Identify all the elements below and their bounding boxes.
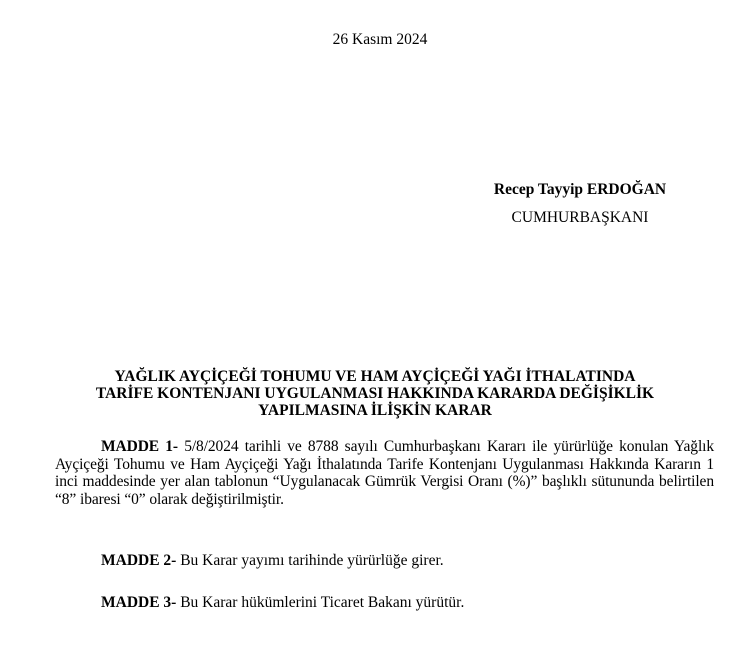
article-3: [55, 594, 714, 612]
signature-block: [470, 180, 690, 228]
article-label: MADDE 1-: [101, 438, 178, 455]
article-label: MADDE 2-: [101, 552, 177, 569]
decision-title: [30, 368, 720, 419]
article-2: [55, 552, 714, 570]
document-date: 26 Kasım 2024: [332, 31, 428, 48]
article-text: 5/8/2024 tarihli ve 8788 sayılı Cumhurbaşkanı Kararı ile yürürlüğe konulan Yağlık Ayçiçeği Tohumu ve Ham Ayçiçeği Yağı İthalatında Tarife Kontenjanı Uygulanması Hakkında Kararın 1 inci maddesinde yer alan tablonun “Uygulanacak Gümrük Vergisi Oranı (%)” başlıklı sütununda belirtilen “8” ibaresi “0” olarak değiştirilmiştir.: [55, 438, 715, 508]
article-text: Bu Karar yayımı tarihinde yürürlüğe girer.: [176, 552, 444, 569]
signatory-title: CUMHURBAŞKANI: [511, 209, 649, 226]
article-label: MADDE 3-: [101, 594, 177, 611]
decision-title-line: YAĞLIK AYÇİÇEĞİ TOHUMU VE HAM AYÇİÇEĞİ YAĞI İTHALATINDA: [114, 368, 636, 385]
decision-title-line: YAPILMASINA İLİŞKİN KARAR: [258, 402, 492, 419]
signatory-name: Recep Tayyip ERDOĞAN: [493, 181, 667, 198]
article-text: Bu Karar hükümlerini Ticaret Bakanı yürütür.: [176, 594, 465, 611]
decision-title-line: TARİFE KONTENJANI UYGULANMASI HAKKINDA KARARDA DEĞİŞİKLİK: [95, 385, 655, 402]
article-1: [55, 438, 714, 508]
